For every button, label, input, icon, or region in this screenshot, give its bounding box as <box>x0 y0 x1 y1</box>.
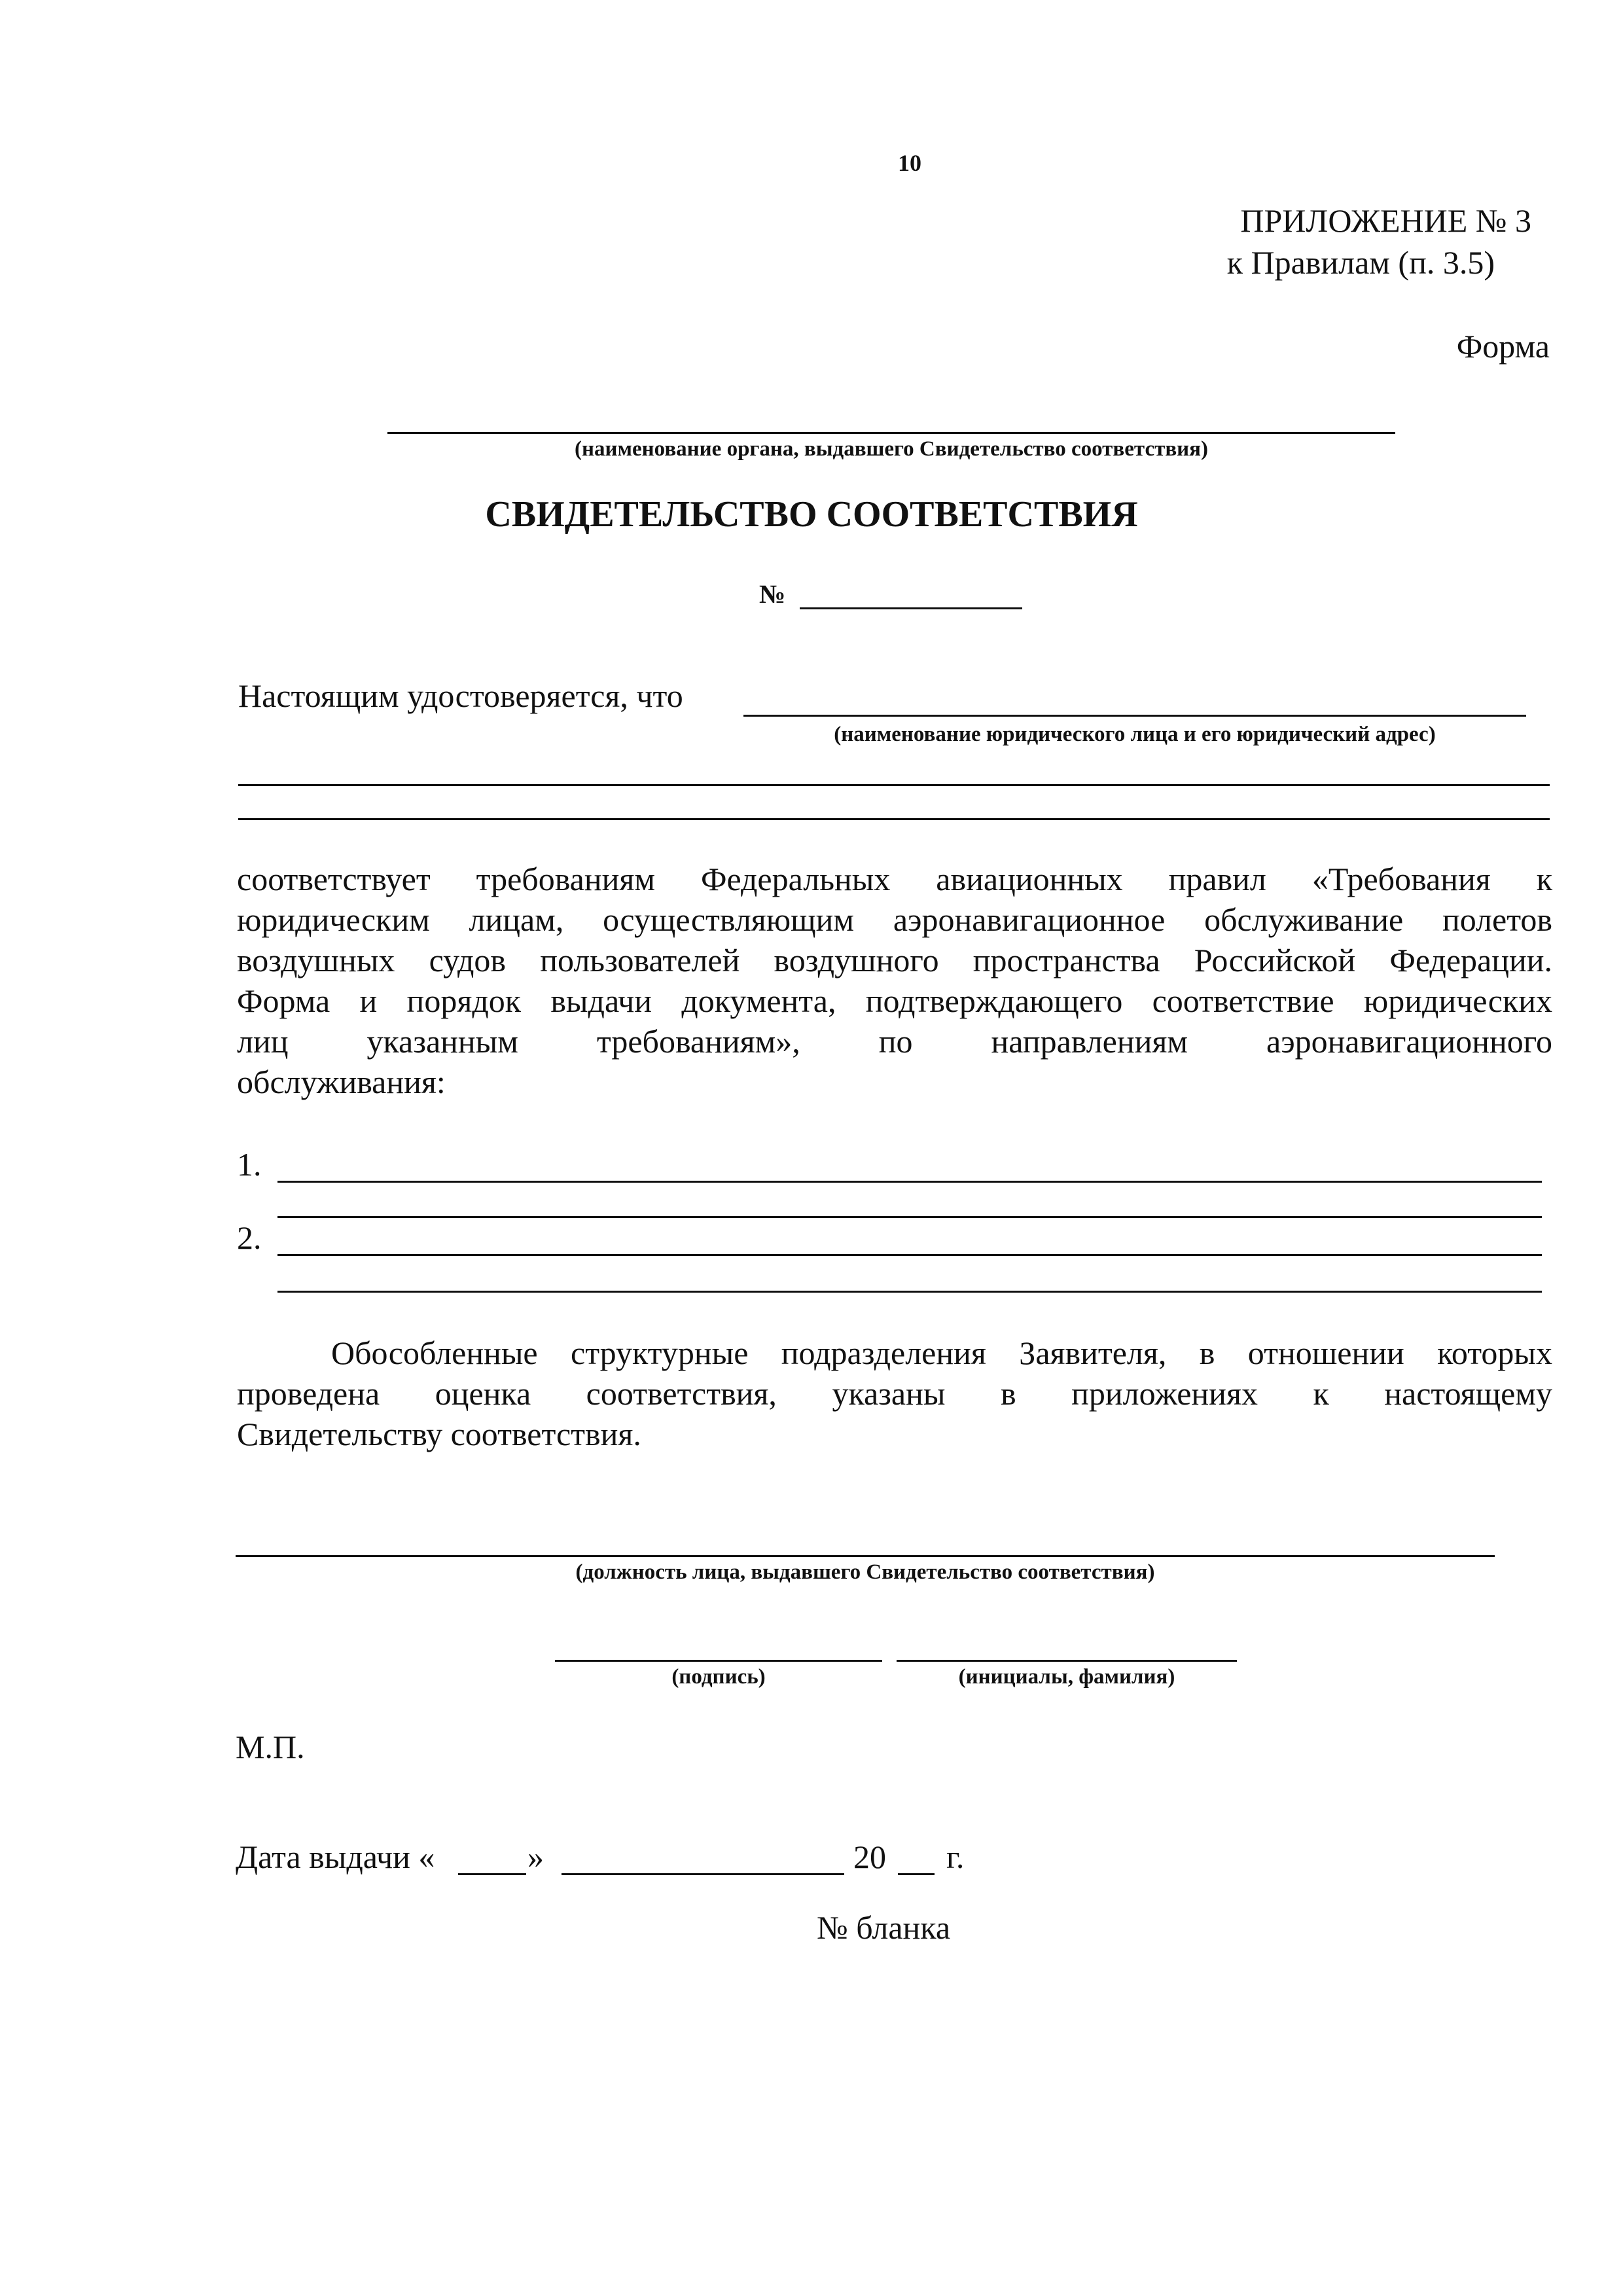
compliance-paragraph <box>237 859 1552 1102</box>
subdivisions-paragraph <box>237 1333 1552 1454</box>
position-caption: (должность лица, выдавшего Свидетельство соответствия) <box>575 1560 1155 1584</box>
issue-date-day-line <box>458 1873 526 1875</box>
compliance-line-6: обслуживания: <box>237 1064 446 1100</box>
issue-date-label: Дата выдачи « <box>236 1839 435 1875</box>
issue-date-year-line <box>898 1873 935 1875</box>
signature-caption: (подпись) <box>671 1665 766 1689</box>
issue-date-year-prefix: 20 <box>853 1839 886 1875</box>
initials-caption: (инициалы, фамилия) <box>958 1665 1175 1689</box>
page-number: 10 <box>898 150 921 176</box>
direction-2-line-2 <box>277 1291 1542 1293</box>
issuer-caption: (наименование органа, выдавшего Свидетельство соответствия) <box>574 437 1209 461</box>
subdivisions-line-3: Свидетельству соответствия. <box>237 1416 641 1452</box>
appendix-title: ПРИЛОЖЕНИЕ № 3 <box>1240 202 1531 239</box>
issue-date-month-line <box>562 1873 844 1875</box>
compliance-line-5: лиц указанным требованиям», по направлениям аэронавигационного <box>237 1023 1552 1060</box>
compliance-line-3: воздушных судов пользователей воздушного пространства Российской Федерации. <box>237 942 1552 978</box>
certificate-number-line <box>800 607 1022 609</box>
subdivisions-line-1: Обособленные структурные подразделения Заявителя, в отношении которых <box>331 1335 1552 1371</box>
legal-entity-line <box>743 715 1526 717</box>
direction-1-line <box>277 1181 1542 1183</box>
compliance-line-4: Форма и порядок выдачи документа, подтверждающего соответствие юридических <box>237 982 1552 1019</box>
direction-1-line-2 <box>277 1216 1542 1218</box>
direction-number-1: 1. <box>237 1146 262 1183</box>
compliance-line-1: соответствует требованиям Федеральных авиационных правил «Требования к <box>237 861 1552 897</box>
legal-entity-line-3 <box>238 818 1550 820</box>
appendix-reference: к Правилам (п. 3.5) <box>1226 244 1495 281</box>
issue-date-year-suffix: г. <box>946 1839 965 1875</box>
form-label: Форма <box>1456 328 1550 365</box>
direction-2-line <box>277 1254 1542 1256</box>
certify-text: Настоящим удостоверяется, что <box>238 677 683 714</box>
seal-label: М.П. <box>236 1729 305 1765</box>
legal-entity-caption: (наименование юридического лица и его юридический адрес) <box>834 723 1436 746</box>
position-line <box>236 1555 1495 1557</box>
compliance-line-2: юридическим лицам, осуществляющим аэронавигационное обслуживание полетов <box>237 901 1552 938</box>
initials-line <box>897 1660 1237 1662</box>
legal-entity-line-2 <box>238 784 1550 786</box>
subdivisions-line-2: проведена оценка соответствия, указаны в приложениях к настоящему <box>237 1375 1552 1412</box>
signature-line <box>555 1660 882 1662</box>
certificate-number-label: № <box>759 579 786 609</box>
blank-number-label: № бланка <box>817 1909 951 1946</box>
direction-number-2: 2. <box>237 1219 262 1256</box>
issuer-name-line <box>387 432 1395 434</box>
document-title: СВИДЕТЕЛЬСТВО СООТВЕТСТВИЯ <box>485 494 1138 535</box>
issue-date-close-quote: » <box>527 1839 544 1875</box>
